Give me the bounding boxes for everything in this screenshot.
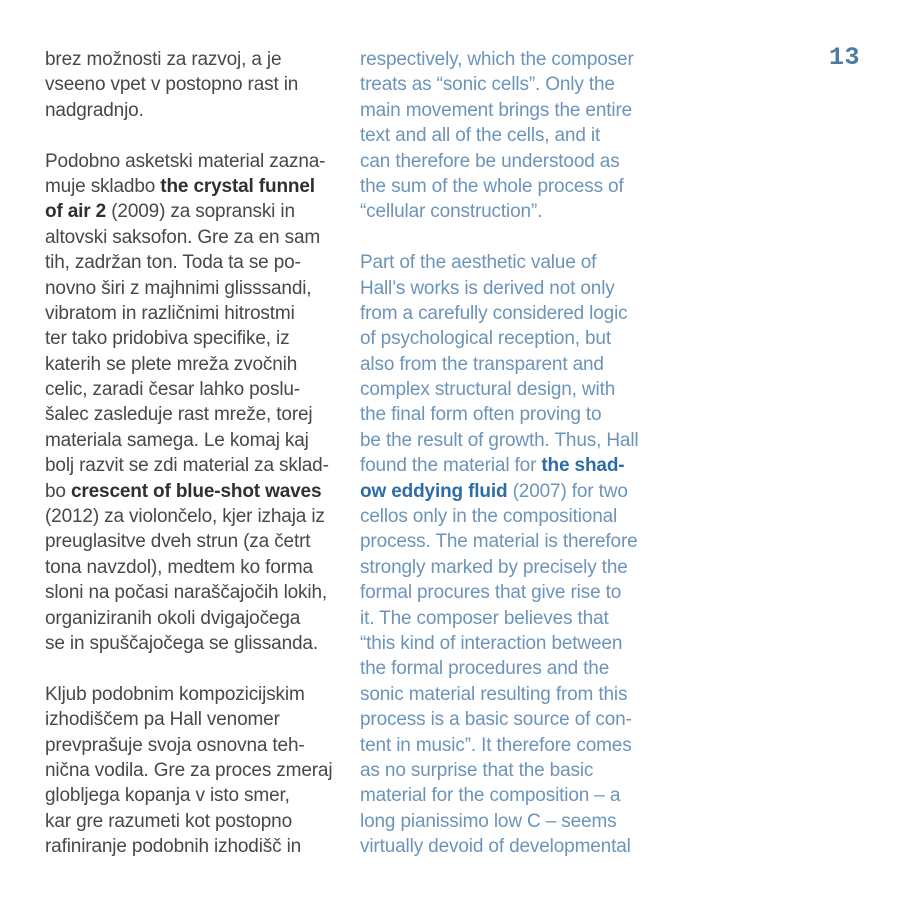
text-line: izhodiščem pa Hall venomer: [45, 709, 280, 731]
text-line: as no surprise that the basic: [360, 759, 594, 781]
text-line: nadgradnjo.: [45, 99, 144, 121]
text-line: from a carefully considered logic: [360, 302, 628, 324]
text-line: virtually devoid of developmental: [360, 836, 631, 858]
text-line: of psychological reception, but: [360, 328, 611, 350]
text-line: rafiniranje podobnih izhodišč in: [45, 836, 302, 858]
text-line: the sum of the whole process of: [360, 175, 624, 197]
text-line: globljega kopanja v isto smer,: [45, 785, 290, 807]
text-line: vibratom in različnimi hitrostmi: [45, 302, 295, 324]
text-line: long pianissimo low C – seems: [360, 810, 617, 832]
text-line: “cellular construction”.: [360, 201, 543, 223]
text-line: šalec zasleduje rast mreže, torej: [45, 404, 313, 426]
text-line: “this kind of interaction between: [360, 632, 623, 654]
text-line: materiala samega. Le komaj kaj: [45, 429, 309, 451]
text-line: text and all of the cells, and it: [360, 125, 601, 147]
text-line: nična vodila. Gre za proces zmeraj: [45, 759, 333, 781]
text-line: can therefore be understood as: [360, 150, 620, 172]
text-line: vseeno vpet v postopno rast in: [45, 74, 299, 96]
text-line: bo crescent of blue-shot waves: [45, 480, 322, 502]
paragraph-gap: [360, 225, 639, 250]
composition-title: the shad-: [541, 455, 625, 477]
text-line: ter tako pridobiva specifike, iz: [45, 328, 290, 350]
paragraph-gap: [45, 123, 332, 148]
text-line: treats as “sonic cells”. Only the: [360, 74, 615, 96]
text-line: muje skladbo the crystal funnel: [45, 175, 315, 197]
text-line: brez možnosti za razvoj, a je: [45, 49, 282, 70]
text-line: Part of the aesthetic value of: [360, 252, 597, 274]
composition-title: ow eddying fluid: [360, 480, 508, 502]
text-line: found the material for the shad-: [360, 455, 625, 477]
text-line: complex structural design, with: [360, 379, 616, 401]
text-line: strongly marked by precisely the: [360, 556, 628, 578]
text-line: altovski saksofon. Gre za en sam: [45, 226, 321, 248]
text-line: main movement brings the entire: [360, 99, 633, 121]
text-line: (2012) za violončelo, kjer izhaja iz: [45, 506, 325, 528]
text-line: process. The material is therefore: [360, 531, 638, 553]
text-line: Kljub podobnim kompozicijskim: [45, 683, 305, 705]
text-line: respectively, which the composer: [360, 49, 634, 70]
page-number: 13: [829, 43, 861, 72]
text-line: kar gre razumeti kot postopno: [45, 810, 293, 832]
text-line: process is a basic source of con-: [360, 709, 632, 731]
text-line: sonic material resulting from this: [360, 683, 628, 705]
text-line: of air 2 (2009) za sopranski in: [45, 201, 295, 223]
column-left-slovenian: [45, 47, 332, 860]
text-line: also from the transparent and: [360, 353, 604, 375]
composition-title: of air 2: [45, 201, 107, 223]
text-line: sloni na počasi naraščajočih lokih,: [45, 582, 328, 604]
text-line: Podobno asketski material zazna-: [45, 150, 326, 172]
column-right-english: [360, 47, 639, 860]
text-line: prevprašuje svoja osnovna teh-: [45, 734, 305, 756]
text-line: celic, zaradi česar lahko poslu-: [45, 379, 300, 401]
text-line: Hall’s works is derived not only: [360, 277, 615, 299]
text-line: tent in music”. It therefore comes: [360, 734, 632, 756]
text-line: it. The composer believes that: [360, 607, 609, 629]
paragraph-gap: [45, 656, 332, 681]
composition-title: the crystal funnel: [160, 175, 315, 197]
text-line: the final form often proving to: [360, 404, 602, 426]
text-line: katerih se plete mreža zvočnih: [45, 353, 298, 375]
text-line: be the result of growth. Thus, Hall: [360, 429, 639, 451]
text-line: tih, zadržan ton. Toda ta se po-: [45, 252, 301, 274]
composition-title: crescent of blue-shot waves: [70, 480, 322, 502]
text-line: novno širi z majhnimi glisssandi,: [45, 277, 312, 299]
text-line: the formal procedures and the: [360, 658, 610, 680]
text-line: cellos only in the compositional: [360, 506, 618, 528]
text-line: bolj razvit se zdi material za sklad-: [45, 455, 329, 477]
text-line: formal procures that give rise to: [360, 582, 622, 604]
text-line: preuglasitve dveh strun (za četrt: [45, 531, 311, 553]
text-line: se in spuščajočega se glissanda.: [45, 632, 318, 654]
text-line: ow eddying fluid (2007) for two: [360, 480, 628, 502]
text-line: material for the composition – a: [360, 785, 621, 807]
text-line: tona navzdol), medtem ko forma: [45, 556, 313, 578]
text-line: organiziranih okoli dvigajočega: [45, 607, 301, 629]
